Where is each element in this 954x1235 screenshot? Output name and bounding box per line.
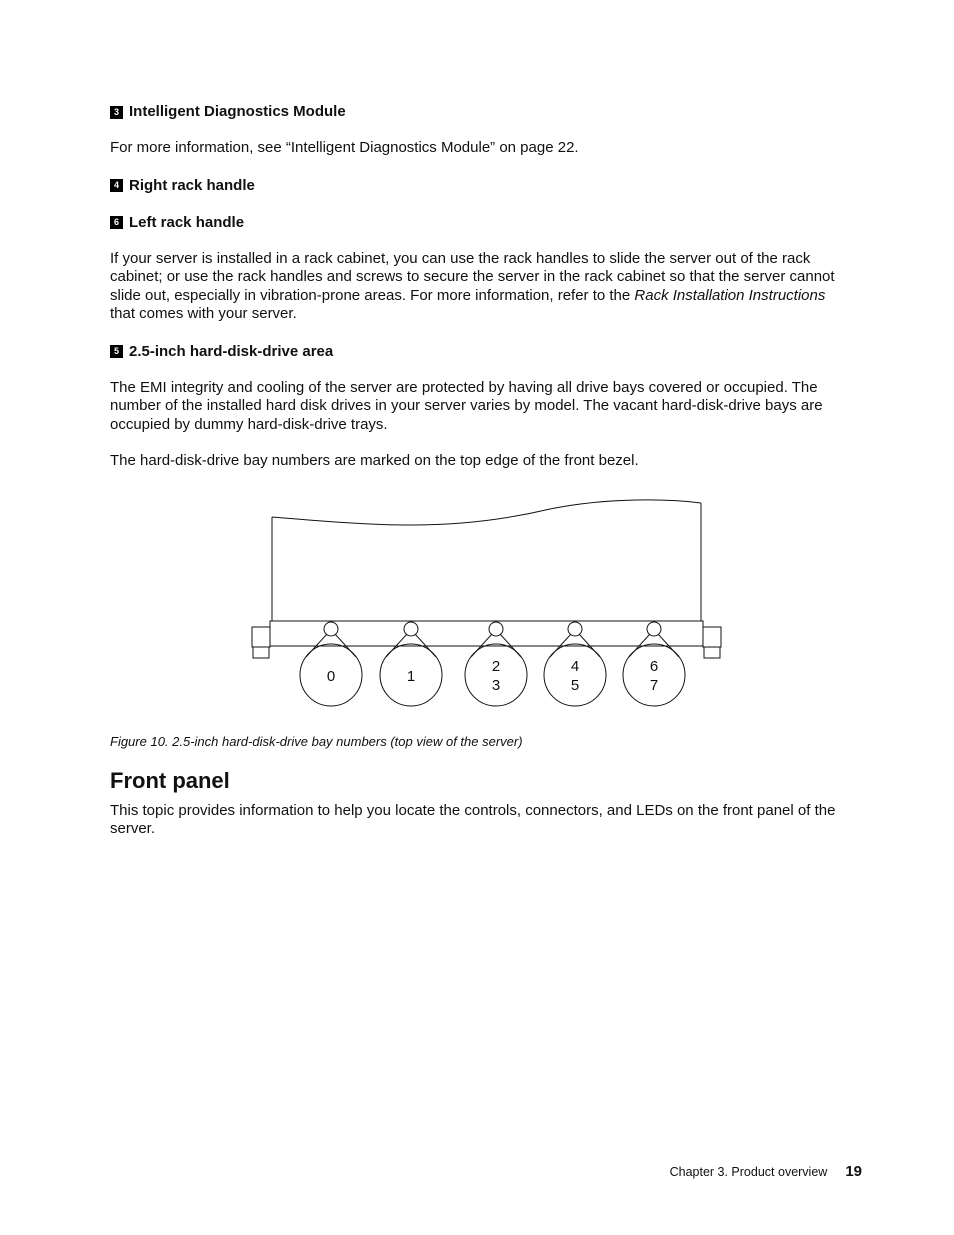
- bay-number-1: 1: [406, 667, 416, 685]
- bay-marker-4: [647, 622, 661, 636]
- bay-number-4: 4: [570, 657, 580, 675]
- footer-chapter: Chapter 3. Product overview: [669, 1165, 828, 1179]
- callout-3: 3: [110, 106, 123, 119]
- page-number: 19: [845, 1163, 862, 1180]
- callout-4: 4: [110, 179, 123, 192]
- hdd-paragraph-1: The EMI integrity and cooling of the server are protected by having all drive bays covered or occupied. The number of the installed hard disk drives in your server varies by model. The vacant hard-disk-drive bays are occupied by dummy hard-disk-drive trays.: [110, 378, 823, 433]
- heading-text: 2.5-inch hard-disk-drive area: [129, 342, 334, 360]
- right-rack-handle-base: [704, 647, 720, 658]
- rack-text-after: that comes with your server.: [110, 305, 297, 322]
- bay-number-6: 6: [649, 657, 659, 675]
- heading-text: Right rack handle: [129, 176, 255, 194]
- rack-handles-paragraph: [110, 250, 850, 324]
- front-panel-paragraph: This topic provides information to help you locate the controls, connectors, and LEDs on the front panel of the server.: [110, 801, 836, 837]
- server-body-wavy-edge: [272, 499, 701, 524]
- page-footer: [670, 1163, 862, 1180]
- callout-5: 5: [110, 345, 123, 358]
- figure-hdd-bay-numbers: [110, 489, 850, 734]
- bay-number-5: 5: [570, 676, 580, 694]
- bay-marker-3: [568, 622, 582, 636]
- left-rack-handle: [252, 627, 270, 647]
- heading-left-rack-handle: [110, 213, 850, 233]
- front-bezel: [270, 621, 703, 646]
- bay-number-7: 7: [649, 676, 659, 694]
- callout-6: 6: [110, 216, 123, 229]
- heading-text: Left rack handle: [129, 213, 245, 231]
- bay-number-0: 0: [326, 667, 336, 685]
- bay-marker-2: [489, 622, 503, 636]
- heading-right-rack-handle: [110, 176, 850, 196]
- bay-marker-1: [404, 622, 418, 636]
- bay-marker-0: [324, 622, 338, 636]
- right-rack-handle: [703, 627, 721, 647]
- rack-installation-title: Rack Installation Instructions: [634, 286, 826, 304]
- idm-paragraph: For more information, see “Intelligent Diagnostics Module” on page 22.: [110, 139, 579, 156]
- rack-text-before: If your server is installed in a rack cabinet, you can use the rack handles to slide the server out of the rack cabinet; or use the rack handles and screws to secure the server in the rack cabinet so that the server cannot slide out, especially in vibration-prone areas. For more information, refer to the: [110, 249, 835, 304]
- hdd-paragraph-2: The hard-disk-drive bay numbers are marked on the top edge of the front bezel.: [110, 452, 639, 469]
- left-rack-handle-base: [253, 647, 269, 658]
- server-top-view-diagram: [110, 489, 850, 734]
- bay-number-2: 2: [491, 657, 501, 675]
- figure-caption: Figure 10. 2.5-inch hard-disk-drive bay numbers (top view of the server): [110, 733, 523, 749]
- heading-hdd-area: [110, 342, 850, 362]
- heading-intelligent-diagnostics-module: [110, 102, 850, 122]
- front-panel-heading: Front panel: [110, 767, 230, 793]
- bay-number-3: 3: [491, 676, 501, 694]
- page-content: [110, 102, 850, 857]
- heading-text: Intelligent Diagnostics Module: [129, 103, 346, 120]
